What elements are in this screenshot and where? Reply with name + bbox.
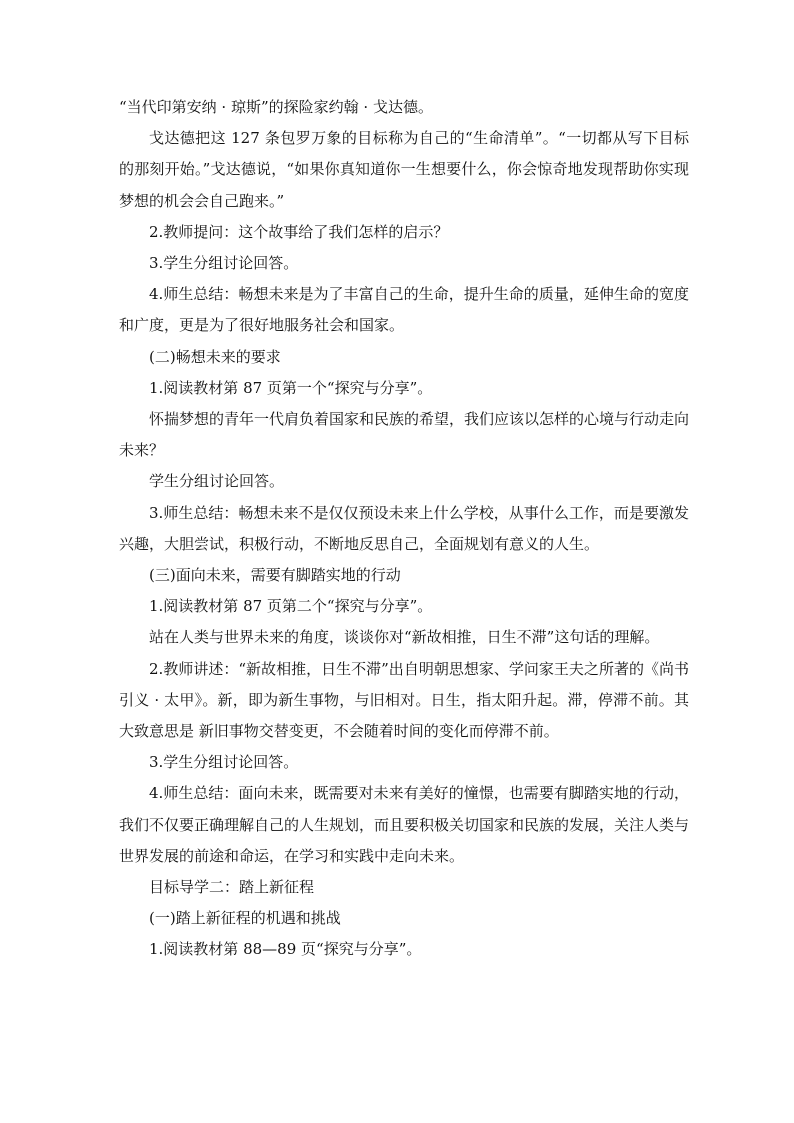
- paragraph-7: 1.阅读教材第 87 页第一个“探究与分享”。: [149, 378, 433, 397]
- goal-heading-2: 目标导学二：踏上新征程: [149, 878, 315, 897]
- paragraph-19: 1.阅读教材第 88—89 页“探究与分享”。: [149, 940, 422, 959]
- paragraph-4: 3.学生分组讨论回答。: [149, 254, 299, 273]
- paragraph-5: 4.师生总结：畅想未来是为了丰富自己的生命，提升生命的质量，延伸生命的宽度和广度，更是为了很好地服务社会和国家。: [119, 285, 689, 335]
- paragraph-3: 2.教师提问：这个故事给了我们怎样的启示？: [149, 222, 449, 241]
- paragraph-9: 学生分组讨论回答。: [149, 472, 285, 491]
- paragraph-10: 3.师生总结：畅想未来不是仅仅预设未来上什么学校，从事什么工作，而是要激发兴趣，大胆尝试，积极行动，不断地反思自己，全面规划有意义的人生。: [119, 503, 689, 553]
- paragraph-1: “当代印第安纳 · 琼斯”的探险家约翰 · 戈达德。: [119, 98, 433, 116]
- section-heading-2: (二)畅想未来的要求: [149, 347, 281, 366]
- paragraph-12: 1.阅读教材第 87 页第二个“探究与分享”。: [149, 597, 433, 616]
- section-heading-new-journey: (一)踏上新征程的机遇和挑战: [149, 909, 341, 928]
- paragraph-15: 3.学生分组讨论回答。: [149, 753, 299, 772]
- paragraph-8: 怀揣梦想的青年一代肩负着国家和民族的希望，我们应该以怎样的心境与行动走向未来？: [119, 410, 690, 460]
- paragraph-16: 4.师生总结：面向未来，既需要对未来有美好的憧憬，也需要有脚踏实地的行动，我们不仅要正确理解自己的人生规划，而且要积极关切国家和民族的发展，关注人类与世界发展的前途和命运，在学习和实践中走向未来。: [119, 784, 690, 865]
- paragraph-2: 戈达德把这 127 条包罗万象的目标称为自己的“生命清单”。“一切都从写下目标的那刻开始。”戈达德说，“如果你真知道你一生想要什么，你会惊奇地发现帮助你实现梦想的机会会自己跑来。”: [119, 129, 689, 210]
- section-heading-3: (三)面向未来，需要有脚踏实地的行动: [149, 566, 401, 585]
- paragraph-14: 2.教师讲述：“新故相推，日生不滞”出自明朝思想家、学问家王夫之所著的《尚书引义 · 太甲》。新，即为新生事物，与旧相对。日生，指太阳升起。滞，停滞不前。其大致意思是 新旧事物交替变更，不会随着时间的变化而停滞不前。: [119, 659, 689, 741]
- paragraph-13: 站在人类与世界未来的角度，谈谈你对“新故相推，日生不滞”这句话的理解。: [149, 628, 660, 647]
- document-body: [119, 92, 689, 966]
